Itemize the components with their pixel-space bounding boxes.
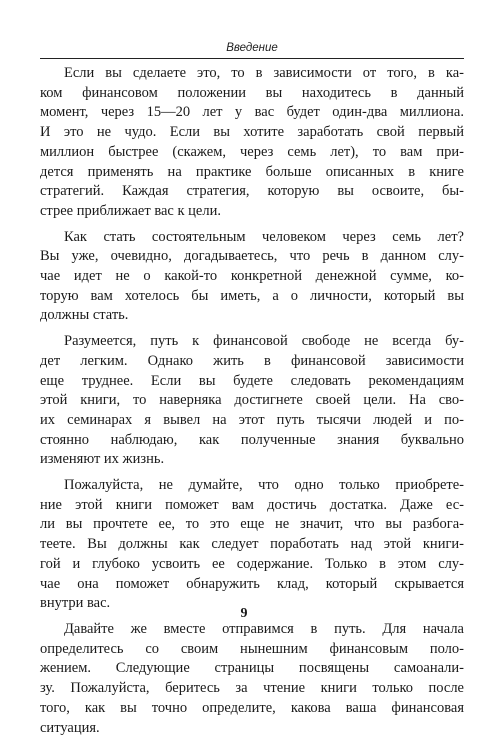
text-line: торую вам хотелось бы иметь, а о личности, который вы bbox=[40, 287, 464, 304]
text-line: стоянно наблюдаю, как полученные знания буквально bbox=[40, 431, 464, 448]
paragraph bbox=[40, 476, 464, 614]
text-line: ние этой книги поможет вам достичь достатка. Даже ес- bbox=[40, 496, 464, 513]
text-line: еще труднее. Если вы будете следовать рекомендациям bbox=[40, 372, 464, 389]
text-line: этой книги, то наверняка достигнете своей цели. На сво- bbox=[40, 392, 464, 409]
text-line: стратегий. Каждая стратегия, которую вы освоите, бы- bbox=[40, 183, 464, 200]
running-header-title: Введение bbox=[226, 42, 278, 54]
text-line: Как стать состоятельным человеком через семь лет? bbox=[64, 228, 464, 245]
text-line: стрее приближает вас к цели. bbox=[40, 202, 221, 219]
page-body bbox=[40, 64, 464, 744]
text-line: внутри вас. bbox=[40, 595, 111, 612]
text-line: Давайте же вместе отправимся в путь. Для начала bbox=[64, 620, 464, 637]
text-line: миллион быстрее (скажем, через семь лет), то вам при- bbox=[40, 143, 464, 160]
running-header bbox=[40, 40, 464, 59]
text-line: Если вы сделаете это, то в зависимости от того, в ка- bbox=[64, 65, 464, 81]
text-line: должны стать. bbox=[40, 307, 129, 324]
text-line: жением. Следующие страницы посвящены самоанали- bbox=[40, 660, 464, 677]
text-line: изменяют их жизнь. bbox=[40, 451, 165, 468]
paragraph bbox=[40, 332, 464, 470]
paragraph bbox=[40, 228, 464, 327]
text-line: дет легким. Однако жить в финансовой зависимости bbox=[40, 352, 464, 369]
text-line: их семинарах я вывел на этот путь тысячи людей и по- bbox=[40, 411, 464, 428]
text-line: того, как вы точно определите, какова ваша финансовая bbox=[40, 699, 464, 716]
text-line: ком финансовом положении вы находитесь в данный bbox=[40, 84, 464, 101]
text-line: И это не чудо. Если вы хотите заработать свой первый bbox=[40, 124, 464, 141]
text-line: чае она поможет обнаружить клад, который скрывается bbox=[40, 575, 464, 592]
page-number: 9 bbox=[240, 606, 248, 621]
text-line: дется применять на практике больше описанных в книге bbox=[40, 163, 464, 180]
text-line: Пожалуйста, не думайте, что одно только приобрете- bbox=[64, 477, 464, 494]
text-line: ситуация. bbox=[40, 719, 100, 736]
text-line: Вы уже, очевидно, догадываетесь, что речь в данном слу- bbox=[40, 248, 464, 265]
text-line: ли вы прочтете ее, то это еще не значит, что вы разбога- bbox=[40, 516, 464, 533]
text-line: момент, через 15—20 лет у вас будет один-два миллиона. bbox=[40, 104, 464, 121]
text-line: теете. Вы должны как следует поработать над этой книги- bbox=[40, 536, 464, 553]
paragraph bbox=[40, 64, 464, 222]
text-line: гой и глубоко усвоить ее содержание. Только в этом слу- bbox=[40, 555, 464, 572]
text-line: чае идет не о какой-то конкретной денежной сумме, ко- bbox=[40, 268, 464, 285]
text-line: Разумеется, путь к финансовой свободе не всегда бу- bbox=[64, 333, 464, 350]
paragraph bbox=[40, 620, 464, 738]
text-line: зу. Пожалуйста, беритесь за чтение книги только после bbox=[40, 680, 464, 697]
text-line: определитесь со своим нынешним финансовым поло- bbox=[40, 640, 464, 657]
